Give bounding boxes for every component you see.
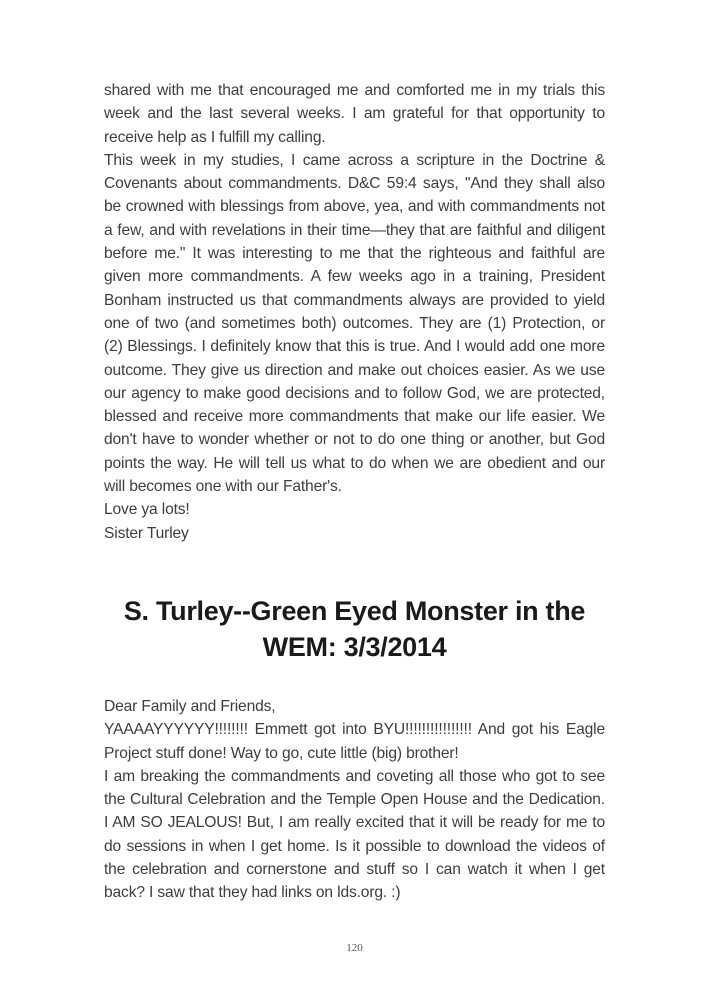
post-title-line-1: S. Turley--Green Eyed Monster in the [123, 595, 586, 626]
page-number: 120 [346, 942, 363, 954]
body-paragraph: YAAAAYYYYYY!!!!!!!! Emmett got into BYU!!!!!!!!!!!!!!!! And got his Eagle Project stuff done! Way to go, cute little (big) brother! [104, 721, 605, 762]
post-title [104, 593, 605, 665]
document-page [104, 79, 605, 905]
post-title-line-2: WEM: 3/3/2014 [262, 631, 447, 662]
body-paragraph: This week in my studies, I came across a scripture in the Doctrine & Covenants about commandments. D&C 59:4 says, "And they shall also be crowned with blessings from above, yea, and with commandments not a few, and with revelations in their time—they that are faithful and diligent before me." It was interesting to me that the righteous and faithful are given more commandments. A few weeks ago in a training, President Bonham instructed us that commandments always are provided to yield one of two (and sometimes both) outcomes. They are (1) Protection, or (2) Blessings. I definitely know that this is true. And I would add one more outcome. They give us direction and make out choices easier. As we use our agency to make good decisions and to follow God, we are protected, blessed and receive more commandments that make our life easier. We don't have to wonder whether or not to do one thing or another, but God points the way. He will tell us what to do when we are obedient and our will becomes one with our Father's. [104, 151, 605, 496]
greeting: Dear Family and Friends, [104, 697, 276, 715]
continued-post [104, 79, 605, 545]
closing-line: Love ya lots! [104, 501, 190, 519]
body-paragraph: shared with me that encouraged me and comforted me in my trials this week and the last several weeks. I am grateful for that opportunity to receive help as I fulfill my calling. [104, 82, 605, 146]
body-paragraph: I am breaking the commandments and coveting all those who got to see the Cultural Celebration and the Temple Open House and the Dedication. I AM SO JEALOUS! But, I am really excited that it will be ready for me to do sessions in when I get home. Is it possible to download the videos of the celebration and cornerstone and stuff so I can watch it when I get back? I saw that they had links on lds.org. :) [104, 767, 605, 902]
new-post [104, 695, 605, 905]
signature: Sister Turley [104, 524, 189, 542]
